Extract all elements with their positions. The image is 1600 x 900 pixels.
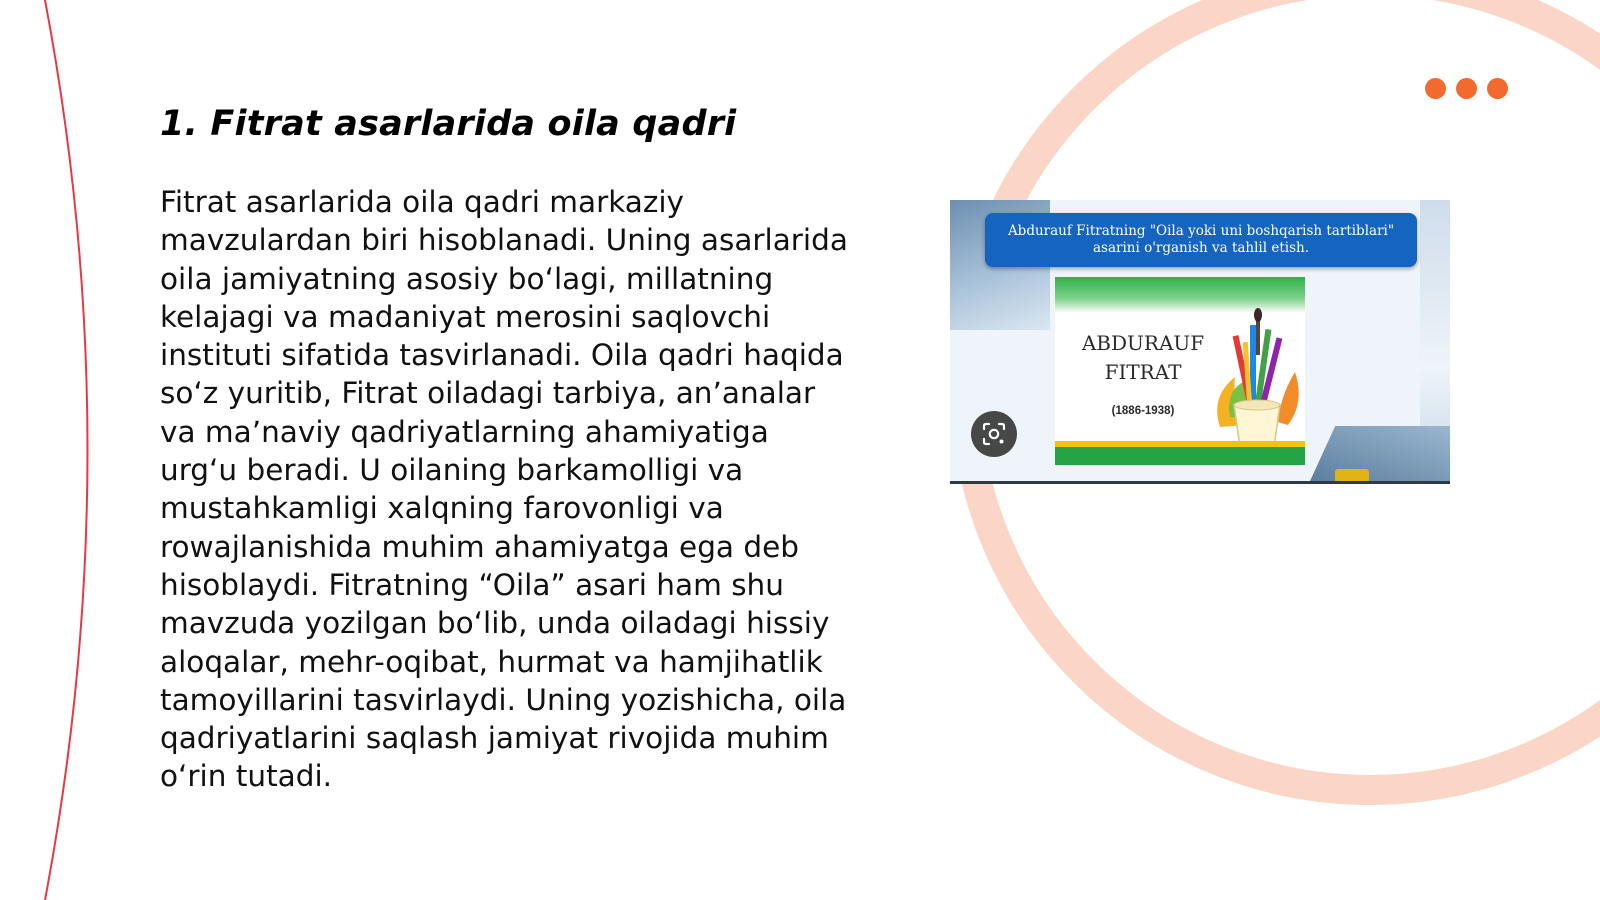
fitrat-image[interactable] bbox=[950, 200, 1450, 484]
image-banner: Abdurauf Fitratning "Oila yoki uni boshqarish tartiblari" asarini o'rganish va tahlil etish. bbox=[985, 213, 1417, 267]
slide-body-text: Fitrat asarlarida oila qadri markaziy mavzulardan biri hisoblanadi. Uning asarlarida oila jamiyatning asosiy bo‘lagi, millatning kelajagi va madaniyat merosini saqlovchi instituti sifatida tasvirlanadi. Oila qadri haqida so‘z yuritib, Fitrat oiladagi tarbiya, an’analar va ma’naviy qadriyatlarning ahamiyatiga urg‘u beradi. U oilaning barkamolligi va mustahkamligi xalqning farovonligi va rowajlanishida muhim ahamiyatga ega deb hisoblaydi. Fitratning “Oila” asari ham shu mavzuda yozilgan bo‘lib, unda oiladagi hissiy aloqalar, mehr-oqibat, hurmat va hamjihatlik tamoyillarini tasvirlaydi. Uning yozishicha, oila qadriyatlarini saqlash jamiyat rivojida muhim o‘rin tutadi. bbox=[160, 185, 848, 794]
poster-name-line1: ABDURAUF bbox=[1081, 331, 1205, 355]
dot-icon bbox=[1456, 78, 1477, 99]
fitrat-poster bbox=[1055, 277, 1305, 465]
poster-name-line2: FITRAT bbox=[1104, 360, 1182, 384]
decor-left-line bbox=[45, 0, 88, 900]
lens-glyph-icon bbox=[981, 421, 1007, 447]
image-badge bbox=[1335, 469, 1369, 481]
pencil-cup-icon bbox=[1210, 307, 1305, 457]
poster-green-stripe-bottom bbox=[1055, 447, 1305, 465]
slide-title: 1. Fitrat asarlarida oila qadri bbox=[160, 104, 737, 144]
lens-search-icon[interactable] bbox=[971, 411, 1017, 457]
dot-icon bbox=[1487, 78, 1508, 99]
image-bg-shape bbox=[1310, 426, 1450, 481]
poster-name bbox=[1063, 329, 1223, 387]
poster-years: (1886-1938) bbox=[1111, 405, 1175, 417]
dot-icon bbox=[1425, 78, 1446, 99]
more-dots-icon bbox=[1425, 78, 1508, 99]
